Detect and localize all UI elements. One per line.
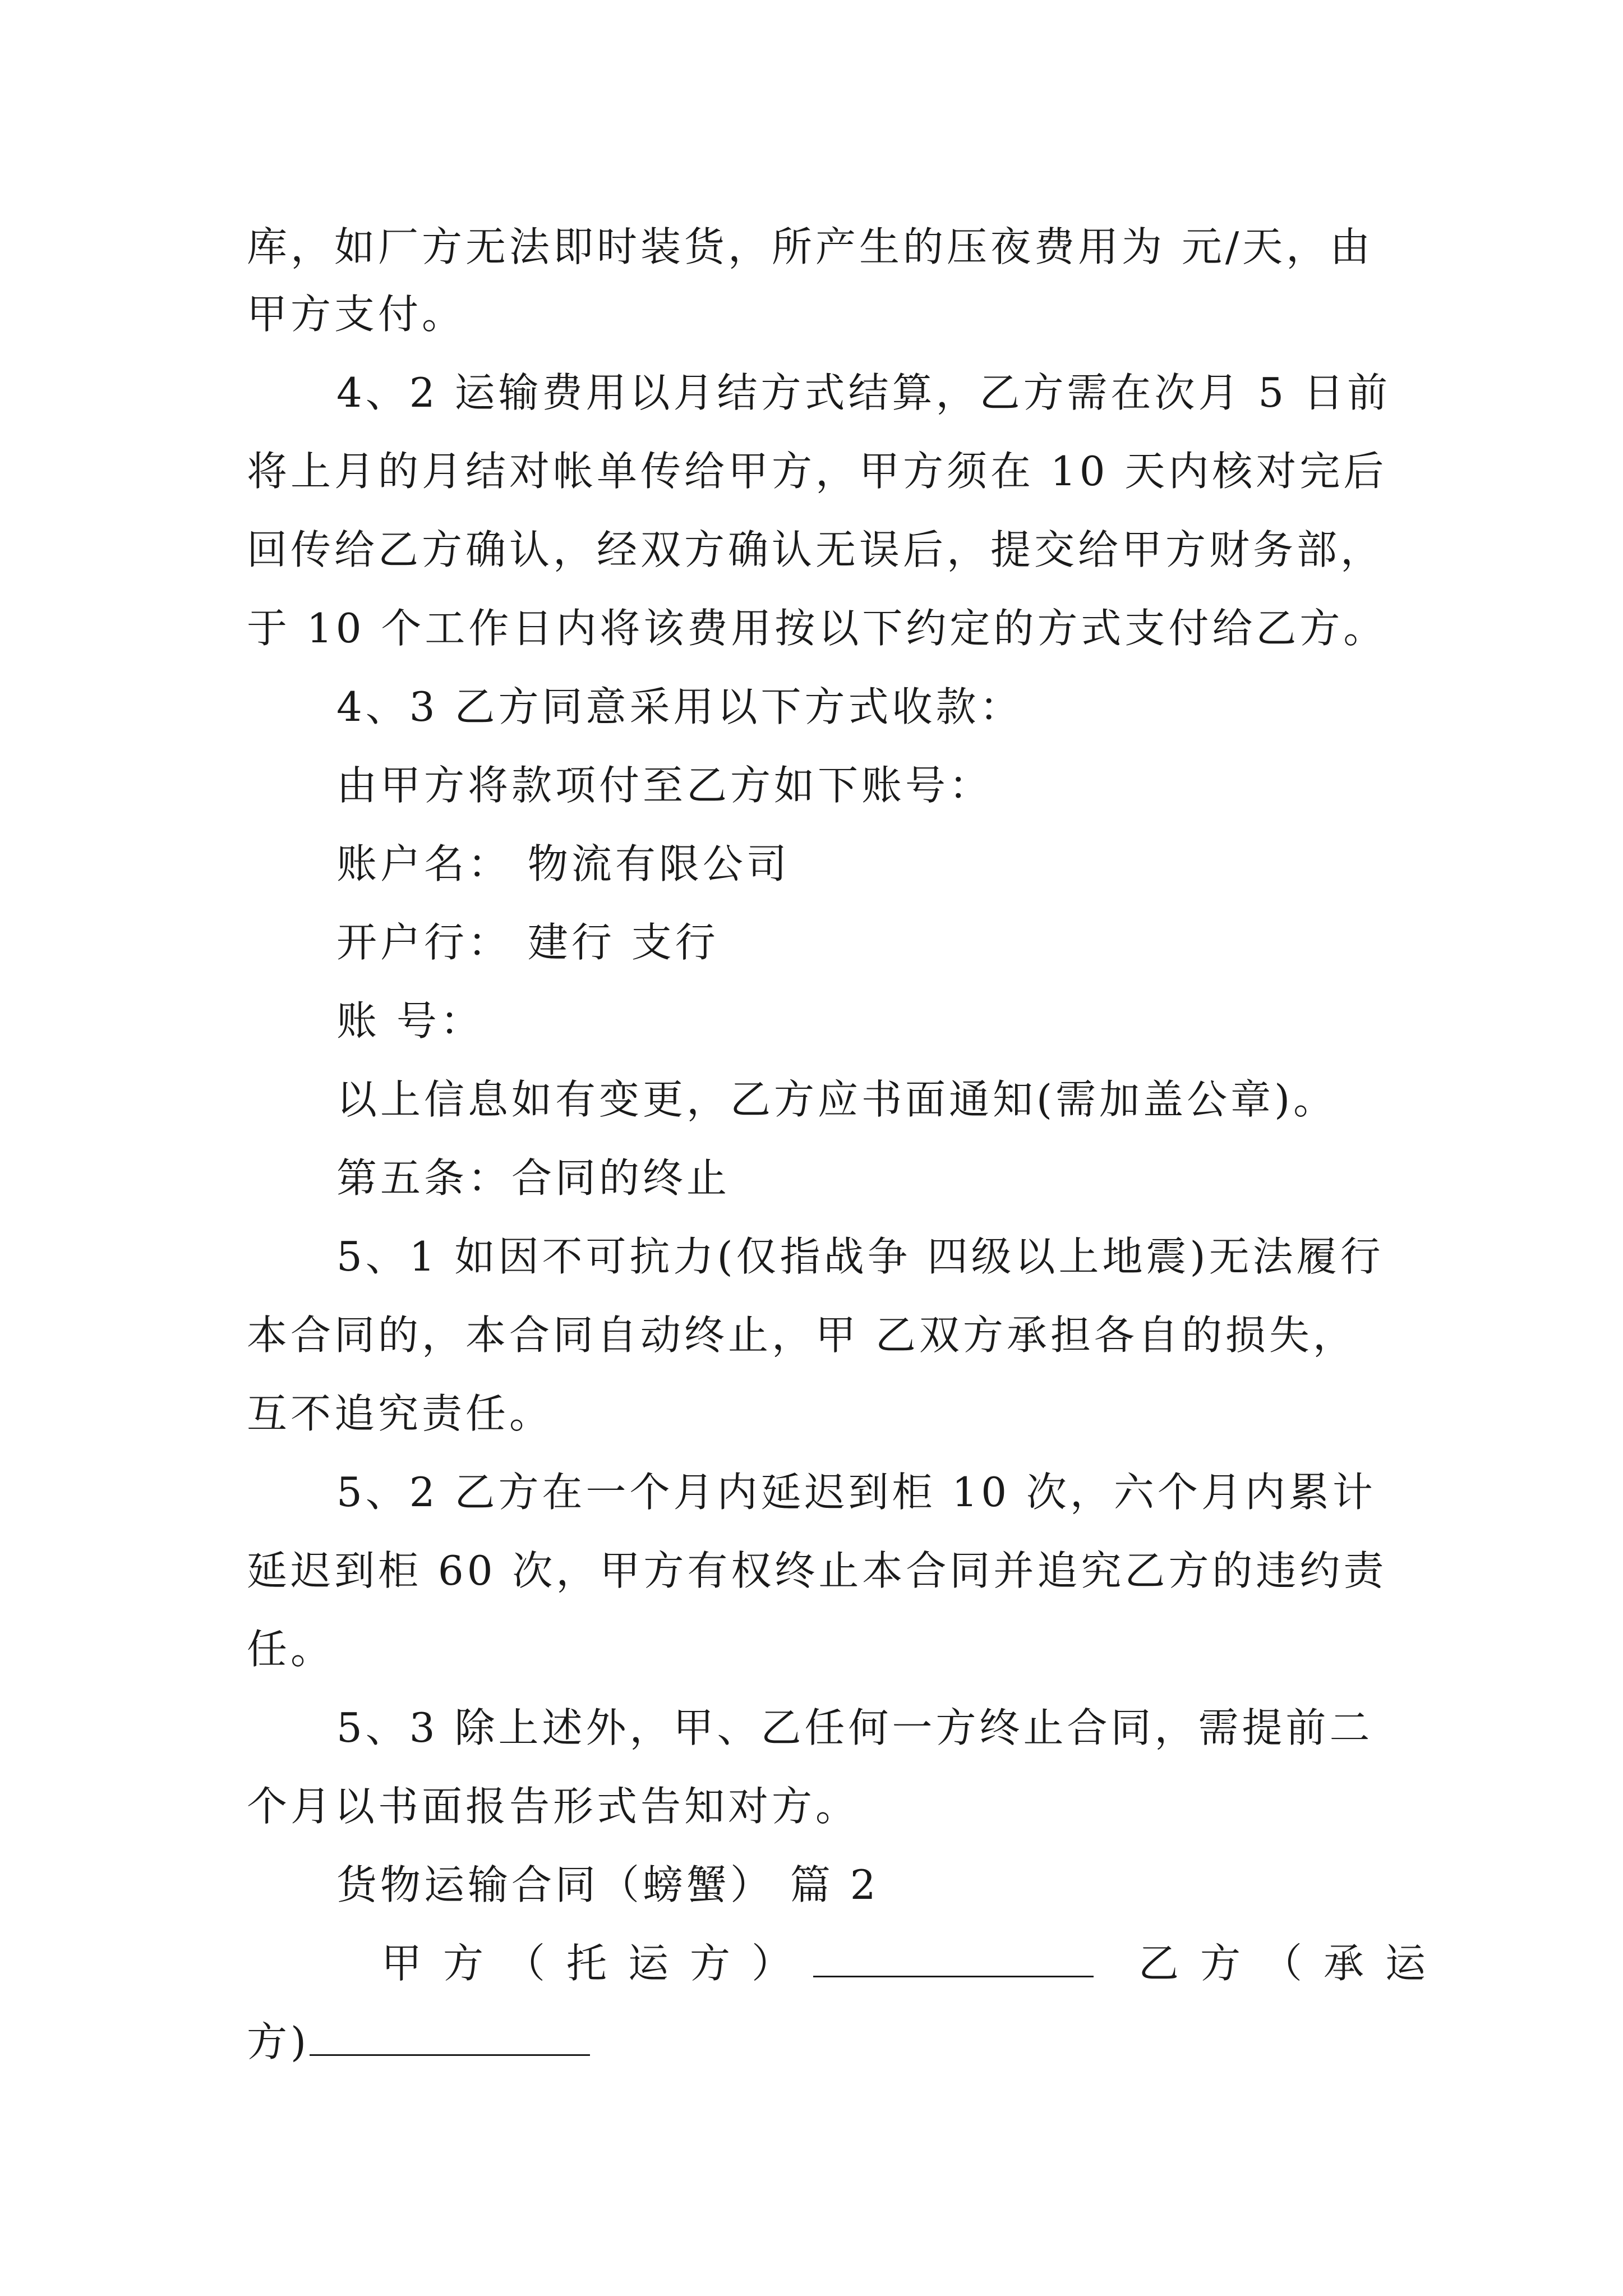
section-heading: 第五条：合同的终止	[336, 1154, 731, 1202]
party-line	[381, 1935, 1447, 1991]
account-number-line: 账 号：	[336, 997, 484, 1045]
paragraph-line: 将上月的月结对帐单传给甲方，甲方须在 10 天内核对完后	[247, 448, 1387, 495]
paragraph-line: 于 10 个工作日内将该费用按以下约定的方式支付给乙方。	[247, 605, 1387, 652]
clause-4-3-line: 4、3 乙方同意采用以下方式收款：	[336, 683, 1023, 730]
paragraph-line: 由甲方将款项付至乙方如下账号：	[336, 762, 993, 809]
party-b-blank	[310, 2015, 590, 2056]
paragraph-line: 个月以书面报告形式告知对方。	[247, 1783, 860, 1830]
account-name-line: 账户名： 物流有限公司	[336, 840, 790, 887]
party-a-blank	[813, 1936, 1094, 1977]
bank-line: 开户行： 建行 支行	[336, 919, 719, 966]
paragraph-line: 本合同的，本合同自动终止，甲 乙双方承担各自的损失，	[247, 1312, 1357, 1359]
contract-heading: 货物运输合同（螃蟹） 篇 2	[336, 1861, 879, 1908]
paragraph-line: 甲方支付。	[247, 291, 466, 338]
paragraph-line: 以上信息如有变更，乙方应书面通知(需加盖公章)。	[336, 1076, 1338, 1123]
clause-5-2-line: 5、2 乙方在一个月内延迟到柜 10 次，六个月内累计	[336, 1469, 1376, 1516]
party-b-label: 乙方（承运	[1138, 1940, 1447, 1987]
clause-5-1-line: 5、1 如因不可抗力(仅指战争 四级以上地震)无法履行	[336, 1233, 1384, 1280]
clause-5-3-line: 5、3 除上述外，甲、乙任何一方终止合同，需提前二	[336, 1704, 1373, 1751]
paragraph-line: 库，如厂方无法即时装货，所产生的压夜费用为 元/天，由	[247, 223, 1374, 270]
paragraph-line: 延迟到柜 60 次，甲方有权终止本合同并追究乙方的违约责	[247, 1547, 1387, 1594]
party-a-label: 甲方（托运方）	[381, 1940, 814, 1987]
party-line-cont	[247, 2014, 590, 2070]
paragraph-line: 互不追究责任。	[247, 1390, 554, 1437]
paragraph-line: 回传给乙方确认，经双方确认无误后，提交给甲方财务部，	[247, 526, 1385, 573]
paragraph-line: 任。	[247, 1626, 335, 1673]
clause-4-2-line: 4、2 运输费用以月结方式结算，乙方需在次月 5 日前	[336, 369, 1391, 416]
party-b-label-cont: 方)	[247, 2018, 310, 2065]
